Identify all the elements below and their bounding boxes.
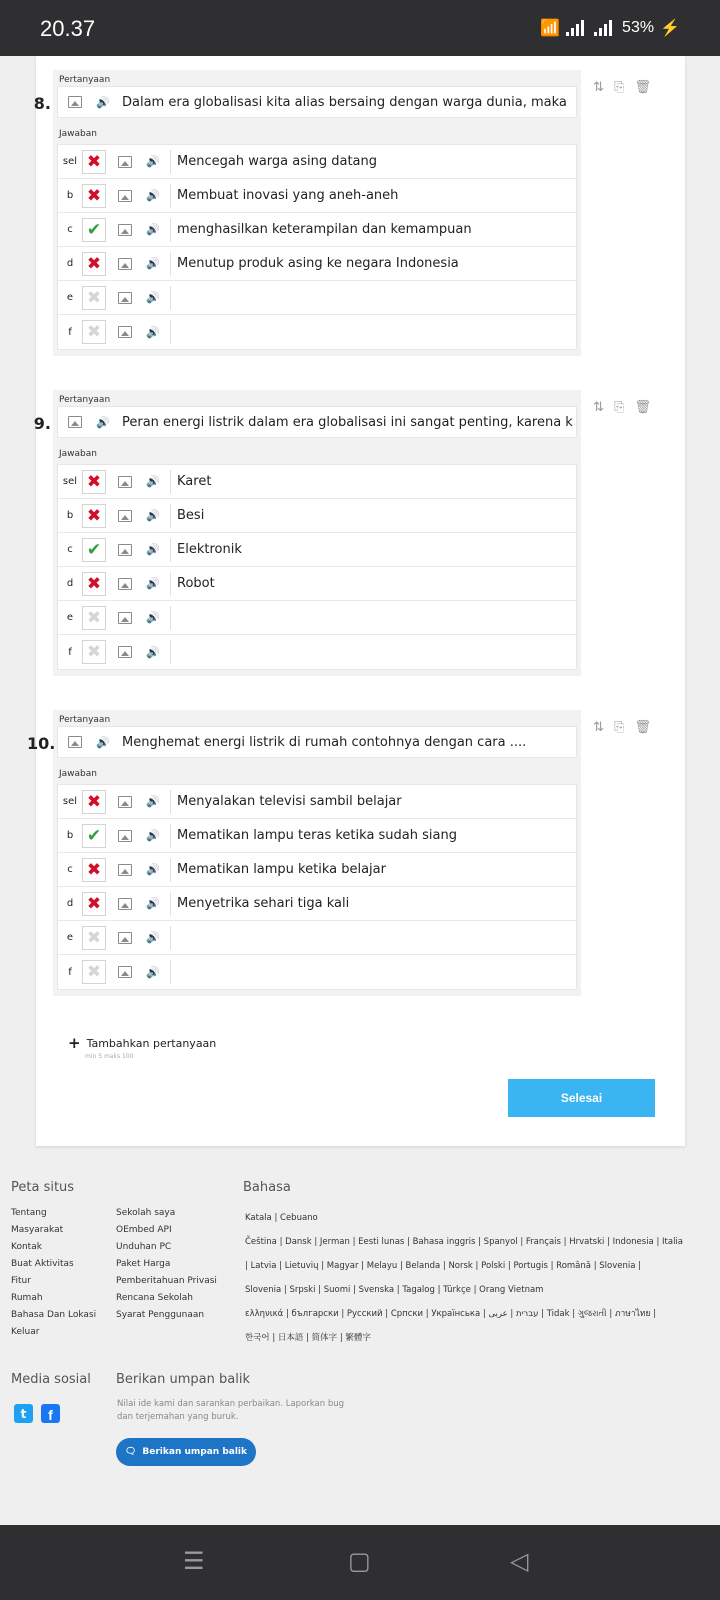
answer-row: [58, 465, 576, 499]
answer-row: [58, 179, 576, 213]
sound-icon[interactable]: 🔊: [146, 291, 160, 304]
answer-key: b: [66, 510, 74, 521]
sound-icon[interactable]: 🔊: [96, 415, 110, 429]
answer-key: c: [67, 864, 73, 875]
sound-icon[interactable]: 🔊: [146, 325, 160, 339]
divider: [170, 252, 171, 276]
image-icon[interactable]: [118, 190, 132, 202]
trash-icon[interactable]: 🗑: [634, 720, 651, 735]
answer-key: b: [66, 830, 74, 841]
footer-link[interactable]: Paket Harga: [116, 1259, 171, 1269]
answer-row: [58, 247, 576, 281]
sound-icon[interactable]: 🔊: [146, 577, 160, 590]
home-icon[interactable]: ▢: [348, 1547, 371, 1575]
question-block: [33, 70, 651, 356]
image-icon[interactable]: [68, 736, 82, 748]
reorder-icon[interactable]: ⇅: [593, 720, 605, 735]
question-text[interactable]: Peran energi listrik dalam era globalisasi ini sangat penting, karena k: [122, 414, 573, 430]
answer-label: Jawaban: [59, 449, 97, 459]
answer-input[interactable]: Menyetrika sehari tiga kali: [177, 896, 350, 911]
question-input[interactable]: [57, 86, 577, 118]
duplicate-icon[interactable]: ⎘: [614, 80, 625, 95]
sound-icon[interactable]: 🔊: [146, 965, 160, 979]
feedback-button[interactable]: [116, 1438, 256, 1466]
answer-list: [57, 464, 577, 670]
footer-link[interactable]: Rumah: [11, 1293, 43, 1303]
done-button[interactable]: Selesai: [508, 1079, 655, 1117]
answer-row: [58, 785, 576, 819]
question-number: 8.: [33, 94, 51, 113]
image-icon[interactable]: [118, 796, 132, 808]
language-list: [245, 1206, 715, 1350]
image-icon[interactable]: [68, 96, 82, 108]
question-label: Pertanyaan: [59, 715, 111, 725]
sound-icon[interactable]: 🔊: [146, 897, 160, 910]
add-question-hint: min 5 maks 100: [85, 1053, 134, 1060]
cross-icon[interactable]: ✖: [82, 470, 106, 494]
feedback-button-label: Berikan umpan balik: [142, 1447, 248, 1457]
sound-icon[interactable]: 🔊: [146, 611, 160, 624]
navigation-bar: [0, 1525, 720, 1600]
social-title: Media sosial: [11, 1372, 91, 1387]
answer-row: [58, 635, 576, 669]
answer-key: sel: [62, 156, 78, 167]
answer-row: [58, 315, 576, 349]
charging-icon: ⚡: [660, 20, 680, 37]
answer-row: [58, 955, 576, 989]
image-icon[interactable]: [118, 292, 132, 304]
footer-link[interactable]: Rencana Sekolah: [116, 1293, 194, 1303]
wifi-icon: 📶: [540, 20, 561, 37]
sound-icon[interactable]: 🔊: [146, 931, 160, 944]
sound-icon[interactable]: 🔊: [146, 829, 160, 842]
language-line[interactable]: 한국어 | 日本語 | 简体字 | 繁體字: [245, 1333, 371, 1343]
answer-key: d: [66, 258, 74, 269]
sound-icon[interactable]: 🔊: [146, 223, 160, 236]
question-text[interactable]: Menghemat energi listrik di rumah contohnya dengan cara ....: [122, 734, 527, 750]
language-line[interactable]: Katala | Cebuano: [245, 1213, 318, 1223]
divider: [170, 504, 171, 528]
signal-icon: [566, 20, 584, 36]
sound-icon[interactable]: 🔊: [96, 95, 110, 109]
footer-link[interactable]: OEmbed API: [116, 1225, 172, 1235]
answer-input[interactable]: Mematikan lampu ketika belajar: [177, 862, 386, 877]
answer-list: [57, 784, 577, 990]
divider: [170, 184, 171, 208]
answer-row: [58, 921, 576, 955]
answer-row: [58, 533, 576, 567]
divider: [170, 470, 171, 494]
answer-key: c: [67, 544, 73, 555]
image-icon[interactable]: [118, 898, 132, 910]
answer-key: e: [66, 292, 74, 303]
answer-key: f: [68, 966, 72, 978]
answer-key: sel: [62, 796, 78, 807]
image-icon[interactable]: [118, 510, 132, 522]
check-icon[interactable]: ✔: [82, 218, 106, 242]
divider: [170, 960, 171, 984]
question-number: 10.: [27, 734, 56, 753]
image-icon[interactable]: [118, 326, 132, 338]
signal-icon-2: [594, 20, 612, 36]
cross-icon[interactable]: ✖: [82, 926, 106, 950]
footer-link[interactable]: Unduhan PC: [116, 1242, 172, 1252]
cross-icon[interactable]: ✖: [82, 150, 106, 174]
sound-icon[interactable]: 🔊: [146, 543, 160, 556]
answer-key: b: [66, 190, 74, 201]
status-time: 20.37: [40, 16, 96, 41]
question-tools: [593, 400, 651, 415]
feedback-title: Berikan umpan balik: [116, 1372, 250, 1387]
divider: [170, 892, 171, 916]
chat-icon: 🗨: [124, 1447, 137, 1457]
question-tools: [593, 80, 651, 95]
answer-row: [58, 567, 576, 601]
sound-icon[interactable]: 🔊: [146, 863, 160, 876]
sound-icon[interactable]: 🔊: [146, 795, 160, 808]
image-icon[interactable]: [118, 224, 132, 236]
trash-icon[interactable]: 🗑: [634, 80, 651, 95]
battery-level: 53%: [622, 19, 655, 36]
sitemap-col-1: [11, 1205, 96, 1341]
answer-key: d: [66, 898, 74, 909]
question-input[interactable]: [57, 726, 577, 758]
answer-input[interactable]: Menutup produk asing ke negara Indonesia: [177, 256, 459, 271]
cross-icon[interactable]: ✖: [82, 606, 106, 630]
answer-row: [58, 853, 576, 887]
answer-row: [58, 281, 576, 315]
cross-icon[interactable]: ✖: [82, 286, 106, 310]
add-question-button[interactable]: [68, 1034, 216, 1052]
answer-row: [58, 499, 576, 533]
plus-icon: +: [68, 1034, 81, 1052]
footer-link[interactable]: Bahasa Dan Lokasi: [11, 1310, 97, 1320]
answer-list: [57, 144, 577, 350]
question-number: 9.: [33, 414, 51, 433]
divider: [170, 538, 171, 562]
image-icon[interactable]: [118, 156, 132, 168]
answer-row: [58, 145, 576, 179]
answer-row: [58, 213, 576, 247]
divider: [170, 926, 171, 950]
answer-input[interactable]: Elektronik: [177, 542, 242, 557]
language-line[interactable]: Slovenia | Srpski | Suomi | Svenska | Tagalog | Türkçe | Orang Vietnam: [245, 1285, 544, 1295]
divider: [170, 790, 171, 814]
answer-input[interactable]: menghasilkan keterampilan dan kemampuan: [177, 222, 472, 237]
footer-link[interactable]: Pemberitahuan Privasi: [116, 1276, 217, 1286]
language-line[interactable]: Čeština | Dansk | Jerman | Eesti lunas | Bahasa inggris | Spanyol | Français | Hrvatski | Indonesia | Italia: [245, 1237, 684, 1247]
answer-key: d: [66, 578, 74, 589]
facebook-icon[interactable]: f: [41, 1404, 60, 1423]
answer-row: [58, 601, 576, 635]
answer-input[interactable]: Besi: [177, 508, 205, 523]
answer-key: sel: [62, 476, 78, 487]
answer-key: f: [68, 646, 72, 658]
answer-row: [58, 819, 576, 853]
image-icon[interactable]: [118, 544, 132, 556]
check-icon[interactable]: ✔: [82, 538, 106, 562]
sound-icon[interactable]: 🔊: [146, 509, 160, 522]
image-icon[interactable]: [118, 966, 132, 978]
question-tools: [593, 720, 651, 735]
answer-input[interactable]: Membuat inovasi yang aneh-aneh: [177, 188, 399, 203]
divider: [170, 606, 171, 630]
image-icon[interactable]: [118, 612, 132, 624]
question-block: [33, 390, 651, 676]
twitter-icon[interactable]: t: [14, 1404, 33, 1423]
cross-icon[interactable]: ✖: [82, 640, 106, 664]
divider: [170, 824, 171, 848]
sound-icon[interactable]: 🔊: [146, 475, 160, 488]
image-icon[interactable]: [118, 578, 132, 590]
footer-link[interactable]: Sekolah saya: [116, 1208, 176, 1218]
divider: [170, 286, 171, 310]
add-question-label: Tambahkan pertanyaan: [86, 1036, 217, 1050]
sound-icon[interactable]: 🔊: [146, 155, 160, 168]
cross-icon[interactable]: ✖: [82, 892, 106, 916]
answer-key: f: [68, 326, 72, 338]
image-icon[interactable]: [118, 830, 132, 842]
cross-icon[interactable]: ✖: [82, 858, 106, 882]
question-block: [27, 710, 651, 996]
divider: [170, 218, 171, 242]
footer-link[interactable]: Masyarakat: [11, 1225, 64, 1235]
feedback-description: Nilai ide kami dan sarankan perbaikan. Laporkan bug dan terjemahan yang buruk.: [117, 1399, 345, 1422]
answer-label: Jawaban: [59, 769, 97, 779]
divider: [170, 320, 171, 344]
answer-input[interactable]: Menyalakan televisi sambil belajar: [177, 794, 402, 809]
footer-link[interactable]: Tentang: [11, 1208, 47, 1218]
cross-icon[interactable]: ✖: [82, 184, 106, 208]
back-icon[interactable]: ◁: [510, 1547, 529, 1575]
footer-link[interactable]: Keluar: [11, 1327, 40, 1337]
answer-input[interactable]: Karet: [177, 474, 212, 489]
reorder-icon[interactable]: ⇅: [593, 80, 605, 95]
footer-link[interactable]: Kontak: [11, 1242, 42, 1252]
question-label: Pertanyaan: [59, 395, 111, 405]
language-line[interactable]: | Latvia | Lietuvių | Magyar | Melayu | Belanda | Norsk | Polski | Portugis | Română | Slovenia |: [245, 1261, 641, 1271]
sitemap-title: Peta situs: [11, 1180, 75, 1195]
answer-input[interactable]: Mematikan lampu teras ketika sudah siang: [177, 828, 457, 843]
sound-icon[interactable]: 🔊: [146, 257, 160, 270]
answer-key: e: [66, 932, 74, 943]
image-icon[interactable]: [118, 258, 132, 270]
cross-icon[interactable]: ✖: [82, 320, 106, 344]
sound-icon[interactable]: 🔊: [96, 735, 110, 749]
status-icons: [540, 18, 680, 38]
question-label: Pertanyaan: [59, 75, 111, 85]
image-icon[interactable]: [118, 864, 132, 876]
menu-icon[interactable]: ☰: [183, 1547, 205, 1575]
sound-icon[interactable]: 🔊: [146, 645, 160, 659]
answer-key: e: [66, 612, 74, 623]
reorder-icon[interactable]: ⇅: [593, 400, 605, 415]
answer-key: c: [67, 224, 73, 235]
social-links: [14, 1404, 60, 1423]
footer-link[interactable]: Buat Aktivitas: [11, 1259, 74, 1269]
question-input[interactable]: [57, 406, 577, 438]
image-icon[interactable]: [118, 932, 132, 944]
cross-icon[interactable]: ✖: [82, 504, 106, 528]
check-icon[interactable]: ✔: [82, 824, 106, 848]
footer-link[interactable]: Fitur: [11, 1276, 31, 1286]
cross-icon[interactable]: ✖: [82, 252, 106, 276]
divider: [170, 150, 171, 174]
cross-icon[interactable]: ✖: [82, 790, 106, 814]
divider: [170, 640, 171, 664]
answer-row: [58, 887, 576, 921]
footer-link[interactable]: Syarat Penggunaan: [116, 1310, 205, 1320]
sitemap-col-2: [116, 1205, 216, 1324]
divider: [170, 858, 171, 882]
image-icon[interactable]: [118, 646, 132, 658]
question-text[interactable]: Dalam era globalisasi kita alias bersaing dengan warga dunia, maka: [122, 94, 567, 110]
answer-input[interactable]: Robot: [177, 576, 215, 591]
trash-icon[interactable]: 🗑: [634, 400, 651, 415]
language-title: Bahasa: [243, 1180, 291, 1195]
sound-icon[interactable]: 🔊: [146, 189, 160, 202]
image-icon[interactable]: [68, 416, 82, 428]
duplicate-icon[interactable]: ⎘: [614, 720, 625, 735]
divider: [170, 572, 171, 596]
image-icon[interactable]: [118, 476, 132, 488]
answer-input[interactable]: Mencegah warga asing datang: [177, 154, 378, 169]
cross-icon[interactable]: ✖: [82, 960, 106, 984]
status-bar: [0, 0, 720, 56]
cross-icon[interactable]: ✖: [82, 572, 106, 596]
language-line[interactable]: ελληνικά | български | Русский | Српски | Українська | עברית | عربى | Tidak | ગુજરાતી | ภาษาไทย |: [245, 1309, 657, 1319]
duplicate-icon[interactable]: ⎘: [614, 400, 625, 415]
answer-label: Jawaban: [59, 129, 97, 139]
